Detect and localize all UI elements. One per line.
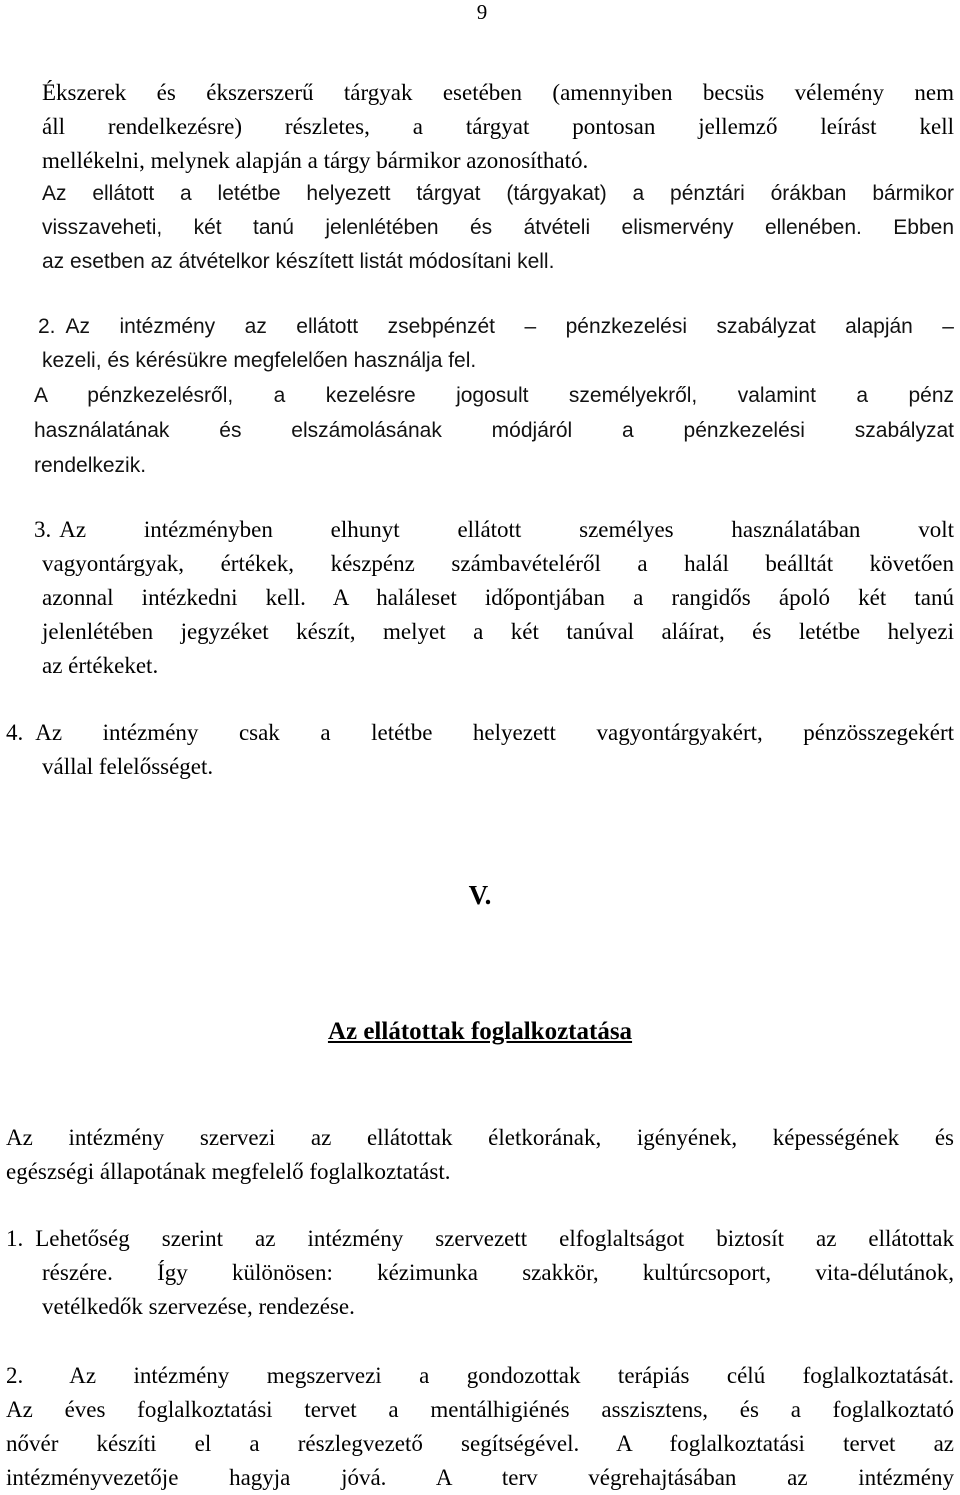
item-4 xyxy=(6,716,954,784)
section-number: V. xyxy=(468,880,492,910)
text-line: Az ellátott a letétbe helyezett tárgyat (tárgyakat) a pénztári órákban bármikor xyxy=(42,182,954,205)
item-text: Az intézmény az ellátott zsebpénzét – pénzkezelési szabályzat alapján – xyxy=(65,315,954,338)
text-line: használatának és elszámolásának módjáról a pénzkezelési szabályzat xyxy=(34,419,954,442)
text-line: kezeli, és kérésükre megfelelően használja fel. xyxy=(42,349,477,372)
text-line: az esetben az átvételkor készített listát módosítani kell. xyxy=(42,250,555,273)
item-text: Az intézményben elhunyt ellátott személyes használatában volt xyxy=(59,517,954,542)
item-text: Az intézmény csak a letétbe helyezett vagyontárgyakért, pénzösszegekért xyxy=(35,720,954,745)
text-line: azonnal intézkedni kell. A haláleset időpontjában a rangidős ápoló két tanú xyxy=(42,585,954,610)
item-2 xyxy=(38,310,954,378)
text-line: vetélkedők szervezése, rendezése. xyxy=(42,1294,355,1319)
item-number: 1. xyxy=(6,1226,24,1251)
text-line: egészségi állapotának megfelelő foglalkoztatást. xyxy=(6,1159,451,1184)
intro-paragraph xyxy=(42,76,954,178)
text-line xyxy=(6,1359,954,1393)
item-2-cash-paragraph xyxy=(34,378,954,483)
section-title: Az ellátottak foglalkoztatása xyxy=(327,1018,633,1045)
text-line: mellékelni, melynek alapján a tárgy bármikor azonosítható. xyxy=(42,148,589,173)
page-number: 9 xyxy=(476,0,488,24)
text-line: nővér készíti el a részlegvezető segítségével. A foglalkoztatási tervet az xyxy=(6,1431,954,1456)
item-number: 4. xyxy=(6,720,24,745)
text-line: Az éves foglalkoztatási tervet a mentálhigiénés asszisztens, és a foglalkoztató xyxy=(6,1397,954,1422)
text-line: rendelkezik. xyxy=(34,454,147,477)
item-number: 3. xyxy=(34,517,52,542)
text-line xyxy=(6,1222,954,1256)
text-line: részére. Így különösen: kézimunka szakkör, kultúrcsoport, vita-délutánok, xyxy=(42,1260,954,1285)
text-line: Ékszerek és ékszerszerű tárgyak esetében (amennyiben becsüs vélemény nem xyxy=(42,80,954,105)
text-line: áll rendelkezésre) részletes, a tárgyat pontosan jellemző leírást kell xyxy=(42,114,954,139)
text-line: A pénzkezelésről, a kezelésre jogosult személyekről, valamint a pénz xyxy=(34,384,954,407)
text-line: az értékeket. xyxy=(42,653,159,678)
section-intro-paragraph xyxy=(6,1121,954,1189)
item-number: 2. xyxy=(6,1363,24,1388)
text-line: jelenlétében jegyzéket készít, melyet a két tanúval aláírat, és letétbe helyezi xyxy=(42,619,954,644)
text-line: visszaveheti, két tanú jelenlétében és átvételi elismervény ellenében. Ebben xyxy=(42,216,954,239)
text-line xyxy=(6,716,954,750)
item-number: 2. xyxy=(38,315,56,338)
text-line: vállal felelősséget. xyxy=(42,754,214,779)
item-text: Lehetőség szerint az intézmény szervezett elfoglaltságot biztosít az ellátottak xyxy=(35,1226,954,1251)
item-text: Az intézmény megszervezi a gondozottak terápiás célú foglalkoztatását. xyxy=(69,1363,954,1388)
return-paragraph xyxy=(42,177,954,279)
text-line: vagyontárgyak, értékek, készpénz számbavételéről a halál beálltát követően xyxy=(42,551,954,576)
section-item-1 xyxy=(6,1222,954,1324)
text-line xyxy=(38,310,954,344)
item-3 xyxy=(34,513,954,683)
text-line xyxy=(34,513,954,547)
section-item-2 xyxy=(6,1359,954,1495)
text-line: Az intézmény szervezi az ellátottak életkorának, igényének, képességének és xyxy=(6,1125,954,1150)
text-line: intézményvezetője hagyja jóvá. A terv végrehajtásában az intézmény xyxy=(6,1465,954,1490)
